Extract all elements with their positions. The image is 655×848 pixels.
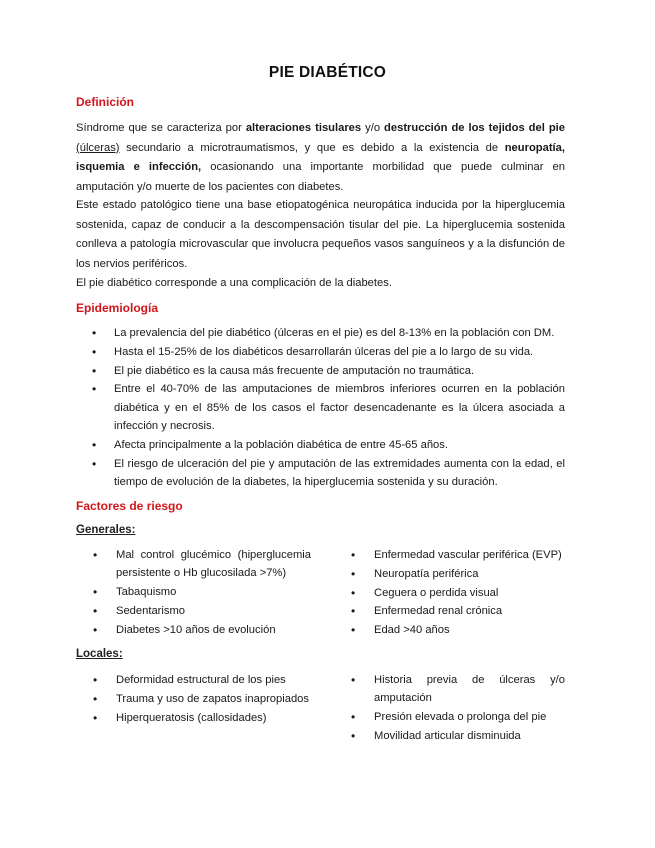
- list-item: • Edad >40 años: [349, 621, 565, 639]
- list-item: • Tabaquismo: [91, 583, 311, 601]
- text-run: secundario a microtraumatismos, y que es debido a la existencia de: [119, 141, 505, 154]
- generales-list-left: [91, 546, 311, 639]
- section-heading-definicion: Definición: [76, 95, 135, 109]
- list-item: • Hiperqueratosis (callosidades): [91, 709, 311, 727]
- definicion-paragraph-2: Este estado patológico tiene una base etiopatogénica neuropática inducida por la hiperglucemia sostenida, capaz de conducir a la descompensación tisular del pie. La hiperglucemia sostenida conlleva a patología microvascular que involucra pequeños vasos sanguíneos y a la disfunción de los nervios periféricos.: [76, 199, 565, 270]
- list-item: • Movilidad articular disminuida: [349, 727, 565, 745]
- list-item: • Sedentarismo: [91, 602, 311, 620]
- text-run: y/o: [361, 122, 385, 134]
- list-item: • Presión elevada o prolonga del pie: [349, 708, 565, 726]
- list-item: • La prevalencia del pie diabético (úlceras en el pie) es del 8-13% en la población con DM.: [76, 324, 565, 342]
- section-heading-factores: Factores de riesgo: [76, 499, 183, 513]
- subheading-locales: Locales:: [76, 648, 123, 660]
- list-item: • Enfermedad vascular periférica (EVP): [349, 546, 565, 564]
- text-run: ocasionando una importante morbilidad que puede culminar en amputación y/o muerte de los pacientes con diabetes.: [76, 161, 565, 193]
- list-item: • Deformidad estructural de los pies: [91, 671, 311, 689]
- bold-run: neuropatía, isquemia e infección,: [76, 141, 565, 173]
- list-item: • Enfermedad renal crónica: [349, 602, 565, 620]
- list-item: • Historia previa de úlceras y/o amputación: [349, 671, 565, 708]
- list-item: • Mal control glucémico (hiperglucemia persistente o Hb glucosilada >7%): [91, 546, 311, 583]
- page-title: PIE DIABÉTICO: [268, 64, 387, 81]
- list-item: • Entre el 40-70% de las amputaciones de miembros inferiores ocurren en la población diabética y en el 85% de los casos el factor desencadenante es la úlcera asociada a infección y necrosis.: [76, 380, 565, 435]
- bold-run: destrucción de los tejidos del pie: [384, 122, 566, 134]
- list-item: • Ceguera o perdida visual: [349, 584, 565, 602]
- underlined-run: (úlceras): [76, 141, 120, 154]
- text-run: Síndrome que se caracteriza por: [76, 122, 246, 134]
- locales-list-left: [91, 671, 311, 727]
- list-item: • El riesgo de ulceración del pie y amputación de las extremidades aumenta con la edad, el tiempo de evolución de la diabetes, la hiperglucemia sostenida y su duración.: [76, 455, 565, 492]
- bold-run: alteraciones tisulares: [245, 122, 362, 134]
- epidemiologia-list: [76, 324, 565, 492]
- list-item: • Neuropatía periférica: [349, 565, 565, 583]
- list-item: • Diabetes >10 años de evolución: [91, 621, 311, 639]
- definicion-paragraph-3: El pie diabético corresponde a una complicación de la diabetes.: [76, 277, 392, 289]
- list-item: • El pie diabético es la causa más frecuente de amputación no traumática.: [76, 362, 565, 380]
- list-item: • Afecta principalmente a la población diabética de entre 45-65 años.: [76, 436, 565, 454]
- list-item: • Trauma y uso de zapatos inapropiados: [91, 690, 311, 708]
- generales-list-right: [349, 546, 565, 640]
- list-item: • Hasta el 15-25% de los diabéticos desarrollarán úlceras del pie a lo largo de su vida.: [76, 343, 565, 361]
- definicion-paragraph-1: [76, 119, 565, 197]
- subheading-generales: Generales:: [76, 524, 136, 536]
- locales-list-right: [349, 671, 565, 746]
- section-heading-epidemiologia: Epidemiología: [76, 301, 159, 315]
